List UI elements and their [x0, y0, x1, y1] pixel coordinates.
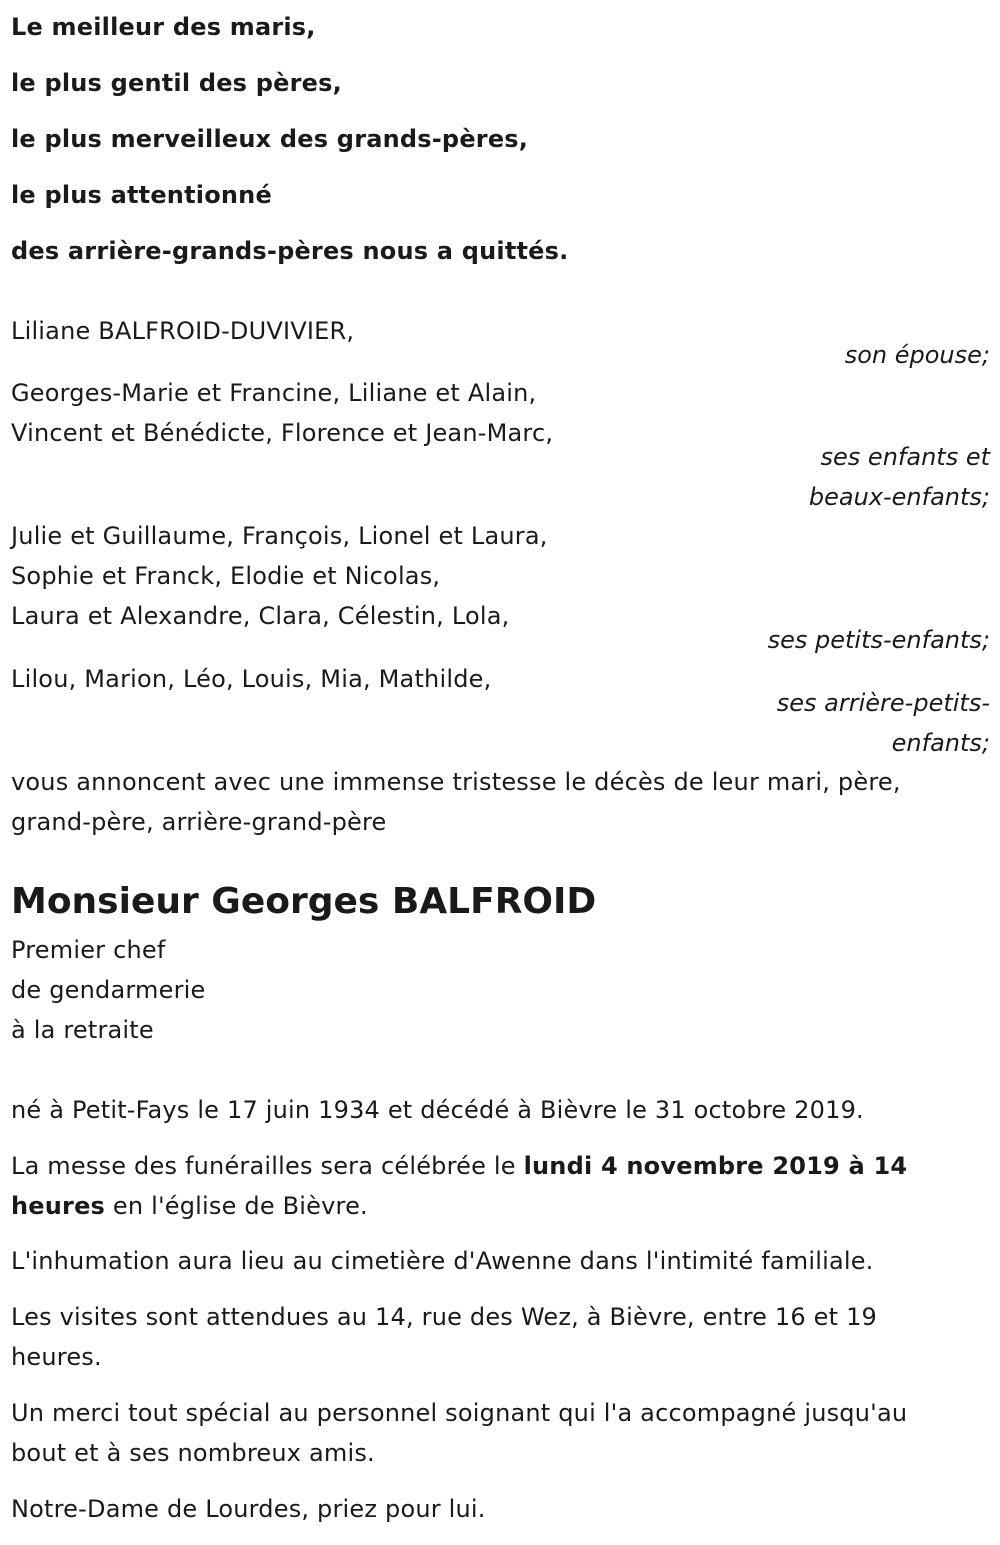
grandchildren-line-3: Laura et Alexandre, Clara, Célestin, Lola,: [11, 602, 510, 630]
spouse-name: Liliane BALFROID-DUVIVIER,: [11, 317, 355, 345]
intro-line-5: des arrière-grands-pères nous a quittés.: [11, 237, 569, 265]
thanks-line-1: Un merci tout spécial au personnel soignant qui l'a accompagné jusqu'au: [11, 1399, 908, 1427]
intro-line-2: le plus gentil des pères,: [11, 69, 342, 97]
grandchildren-role: ses petits-enfants;: [767, 626, 990, 654]
children-line-1: Georges-Marie et Francine, Liliane et Alain,: [11, 379, 537, 407]
funeral-date: lundi 4 novembre 2019 à 14: [523, 1152, 908, 1180]
funeral-prefix: La messe des funérailles sera célébrée le: [11, 1152, 524, 1180]
children-line-2: Vincent et Bénédicte, Florence et Jean-Marc,: [11, 419, 554, 447]
children-role-line-1: ses enfants et: [820, 443, 990, 471]
greatgrandchildren-line-1: Lilou, Marion, Léo, Louis, Mia, Mathilde,: [11, 665, 492, 693]
grandchildren-line-1: Julie et Guillaume, François, Lionel et Laura,: [11, 522, 548, 550]
prayer: Notre-Dame de Lourdes, priez pour lui.: [11, 1495, 486, 1523]
deceased-title-line-2: de gendarmerie: [11, 976, 206, 1004]
funeral-line-2: [11, 1191, 368, 1221]
announcement-line-2: grand-père, arrière-grand-père: [11, 808, 387, 836]
deceased-title-line-1: Premier chef: [11, 936, 166, 964]
born-died: né à Petit-Fays le 17 juin 1934 et décédé à Bièvre le 31 octobre 2019.: [11, 1096, 864, 1124]
greatgrandchildren-role-line-2: enfants;: [891, 729, 990, 757]
greatgrandchildren-role-line-1: ses arrière-petits-: [776, 689, 990, 717]
spouse-role: son épouse;: [844, 341, 990, 369]
grandchildren-line-2: Sophie et Franck, Elodie et Nicolas,: [11, 562, 441, 590]
visits-line-1: Les visites sont attendues au 14, rue des Wez, à Bièvre, entre 16 et 19: [11, 1303, 878, 1331]
funeral-hours: heures: [11, 1192, 106, 1220]
deceased-title-line-3: à la retraite: [11, 1016, 154, 1044]
visits-line-2: heures.: [11, 1343, 102, 1371]
thanks-line-2: bout et à ses nombreux amis.: [11, 1439, 375, 1467]
children-role-line-2: beaux-enfants;: [808, 483, 990, 511]
intro-line-3: le plus merveilleux des grands-pères,: [11, 125, 529, 153]
funeral-line-1: [11, 1151, 907, 1181]
funeral-suffix: en l'église de Bièvre.: [105, 1192, 368, 1220]
deceased-name: Monsieur Georges BALFROID: [11, 881, 597, 922]
burial: L'inhumation aura lieu au cimetière d'Awenne dans l'intimité familiale.: [11, 1247, 874, 1275]
announcement-line-1: vous annoncent avec une immense tristesse le décès de leur mari, père,: [11, 768, 901, 796]
intro-line-1: Le meilleur des maris,: [11, 13, 316, 41]
intro-line-4: le plus attentionné: [11, 181, 272, 209]
